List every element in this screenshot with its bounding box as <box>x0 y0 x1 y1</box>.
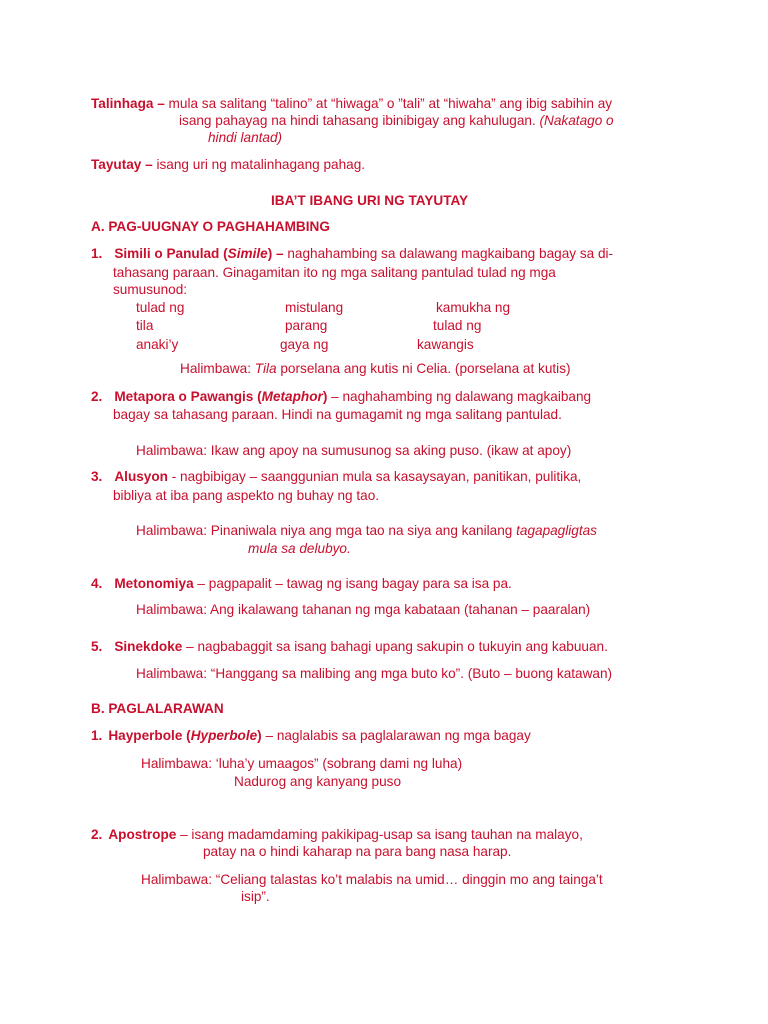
talinhaga-note: (Nakatago o <box>539 113 614 128</box>
simile-word: anaki’y <box>136 337 179 352</box>
simile-word: kawangis <box>417 337 474 352</box>
tayutay-term: Tayutay – <box>91 157 153 172</box>
item-a2-line-2: bagay sa tahasang paraan. Hindi na gumagamit ng mga salitang pantulad. <box>113 407 562 422</box>
item-a5-definition: – nagbabaggit sa isang bahagi upang sakupin o tukuyin ang kabuuan. <box>182 639 608 654</box>
item-b2-number: 2. <box>91 827 103 842</box>
simile-word: tulad ng <box>433 318 482 333</box>
item-a1-line-2: tahasang paraan. Ginagamitan ito ng mga salitang pantulad tulad ng mga <box>113 265 556 280</box>
item-b2-definition: – isang madamdaming pakikipag-usap sa isang tauhan na malayo, <box>176 827 583 842</box>
item-b2-example: Halimbawa: “Celiang talastas ko’t malabis na umid… dinggin mo ang tainga’t <box>141 872 603 887</box>
item-b2-line-2: patay na o hindi kaharap na para bang nasa harap. <box>203 844 512 859</box>
talinhaga-definition: mula sa salitang “talino” at “hiwaga” o ”tali” at “hiwaha” ang ibig sabihin ay <box>164 96 613 111</box>
item-a2-number: 2. <box>91 389 103 404</box>
tayutay-line <box>91 156 365 173</box>
item-a1-example: Halimbawa: Tila porselana ang kutis ni Celia. (porselana at kutis) <box>180 361 571 376</box>
section-a-heading: A. PAG-UUGNAY O PAGHAHAMBING <box>91 219 330 234</box>
item-b2-example-cont: isip”. <box>241 889 270 904</box>
item-a4-term: Metonomiya <box>114 576 194 591</box>
item-a3-example-cont: mula sa delubyo. <box>248 541 351 556</box>
simile-word: mistulang <box>285 300 344 315</box>
item-b1-definition: – naglalabis sa paglalarawan ng mga bagay <box>261 728 531 743</box>
item-b2-term: Apostrope <box>108 827 177 842</box>
item-a5-line-1 <box>91 638 608 655</box>
item-a2-term: Metapora o Pawangis (Metaphor) <box>114 389 328 404</box>
item-a1-definition: naghahambing sa dalawang magkaibang bagay sa di- <box>283 246 614 261</box>
item-a3-term: Alusyon <box>114 469 168 484</box>
item-a5-term: Sinekdoke <box>114 639 183 654</box>
talinhaga-term: Talinhaga – <box>91 96 165 111</box>
item-a1-number: 1. <box>91 246 103 261</box>
item-a3-definition: - nagbibigay – saanggunian mula sa kasaysayan, panitikan, pulitika, <box>167 469 582 484</box>
item-a5-example: Halimbawa: “Hanggang sa malibing ang mga buto ko”. (Buto – buong katawan) <box>136 666 613 681</box>
item-b1-number: 1. <box>91 728 103 743</box>
item-a3-number: 3. <box>91 469 103 484</box>
item-a1-line-3: sumusunod: <box>113 282 188 297</box>
talinhaga-definition-cont: isang pahayag na hindi tahasang ibinibigay ang kahulugan. <box>179 113 540 128</box>
item-a3-line-1 <box>91 468 581 485</box>
simile-word: parang <box>285 318 328 333</box>
section-b-heading: B. PAGLALARAWAN <box>91 701 224 716</box>
item-b1-example: Halimbawa: ‘luha’y umaagos” (sobrang dami ng luha) <box>141 756 463 771</box>
item-b1-example-cont: Nadurog ang kanyang puso <box>234 774 402 789</box>
item-a4-example: Halimbawa: Ang ikalawang tahanan ng mga kabataan (tahanan – paaralan) <box>136 602 591 617</box>
talinhaga-line-3 <box>208 129 282 146</box>
tayutay-definition: isang uri ng matalinhagang pahag. <box>152 157 366 172</box>
item-a4-line-1 <box>91 575 512 592</box>
talinhaga-line-2 <box>179 112 614 129</box>
item-a1-line-1 <box>91 245 613 262</box>
item-b2-line-1 <box>91 826 583 843</box>
simile-word: tulad ng <box>136 300 185 315</box>
item-a4-definition: – pagpapalit – tawag ng isang bagay para sa isa pa. <box>193 576 512 591</box>
item-a3-example: Halimbawa: Pinaniwala niya ang mga tao na siya ang kanilang tagapagligtas <box>136 523 597 538</box>
item-b1-term: Hayperbole (Hyperbole) <box>108 728 262 743</box>
item-a5-number: 5. <box>91 639 103 654</box>
simile-word: kamukha ng <box>436 300 511 315</box>
talinhaga-line-1 <box>91 95 612 112</box>
item-a2-example: Halimbawa: Ikaw ang apoy na sumusunog sa aking puso. (ikaw at apoy) <box>136 443 572 458</box>
item-a3-line-2: bibliya at iba pang aspekto ng buhay ng tao. <box>113 488 380 503</box>
item-a2-line-1 <box>91 388 591 405</box>
item-a2-definition: – naghahambing ng dalawang magkaibang <box>327 389 592 404</box>
simile-word: tila <box>136 318 154 333</box>
main-heading: IBA’T IBANG URI NG TAYUTAY <box>271 193 469 208</box>
item-a4-number: 4. <box>91 576 103 591</box>
talinhaga-note-cont: hindi lantad) <box>208 130 283 145</box>
simile-word: gaya ng <box>280 337 329 352</box>
item-b1-line-1 <box>91 727 531 744</box>
item-a1-term: Simili o Panulad (Simile) – <box>114 246 284 261</box>
